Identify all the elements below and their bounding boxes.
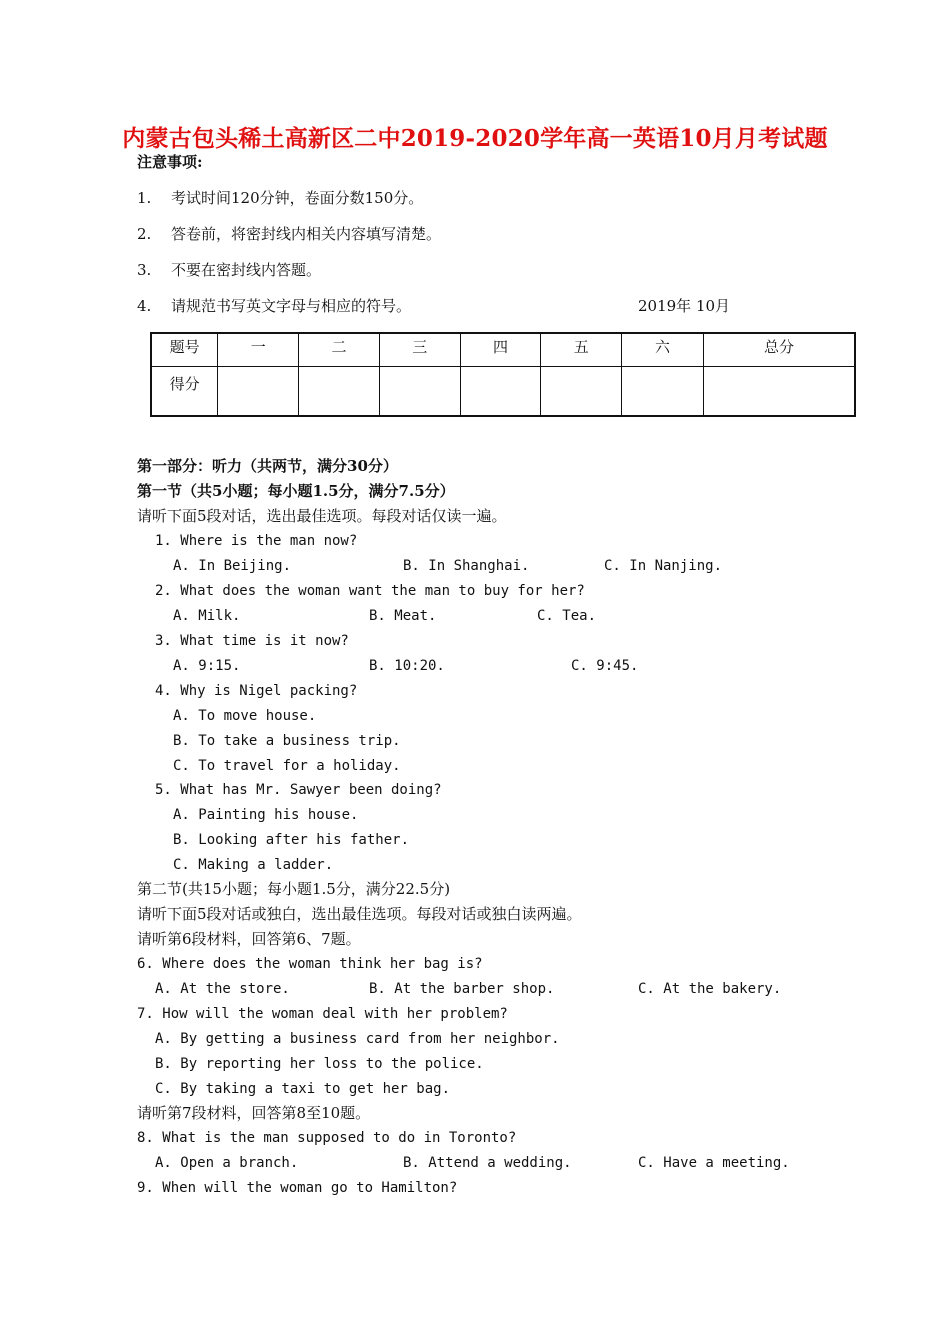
q3-option-c: C. 9:45. [571, 658, 639, 674]
score-cell [299, 367, 380, 417]
question-6: 6. Where does the woman think her bag is? [137, 956, 483, 972]
score-table-header-cell: 四 [460, 333, 541, 367]
question-2: 2. What does the woman want the man to buy for her? [155, 583, 585, 599]
notice-item-4: 请规范书写英文字母与相应的符号。 [171, 297, 412, 315]
section1-instruction: 请听下面5段对话，选出最佳选项。每段对话仅读一遍。 [137, 507, 507, 525]
q4-option-b: B. To take a business trip. [173, 733, 401, 749]
section2-heading: 第二节(共15小题；每小题1.5分，满分22.5分) [137, 880, 451, 898]
q6-option-b: B. At the barber shop. [369, 981, 555, 997]
score-table [150, 332, 856, 417]
material-7-instruction: 请听第7段材料，回答第8至10题。 [137, 1104, 371, 1122]
q6-option-a: A. At the store. [155, 981, 290, 997]
score-table-score-row [151, 367, 855, 417]
q1-option-c: C. In Nanjing. [604, 558, 723, 574]
q8-option-a: A. Open a branch. [155, 1155, 299, 1171]
notice-item-2-number: 2. [137, 225, 152, 243]
question-8: 8. What is the man supposed to do in Toronto? [137, 1130, 517, 1146]
q8-option-b: B. Attend a wedding. [403, 1155, 572, 1171]
score-cell [218, 367, 299, 417]
q3-option-a: A. 9:15. [173, 658, 241, 674]
score-cell [460, 367, 541, 417]
score-table-header-cell: 三 [379, 333, 460, 367]
score-table-header-cell: 六 [622, 333, 704, 367]
question-5: 5. What has Mr. Sawyer been doing? [155, 782, 442, 798]
notice-item-3-number: 3. [137, 261, 152, 279]
q7-option-a: A. By getting a business card from her neighbor. [155, 1031, 560, 1047]
section2-instruction: 请听下面5段对话或独白，选出最佳选项。每段对话或独白读两遍。 [137, 905, 582, 923]
score-table-header-cell: 一 [218, 333, 299, 367]
q8-option-c: C. Have a meeting. [638, 1155, 790, 1171]
q4-option-a: A. To move house. [173, 708, 317, 724]
q7-option-c: C. By taking a taxi to get her bag. [155, 1081, 451, 1097]
q6-option-c: C. At the bakery. [638, 981, 782, 997]
exam-date: 2019年 10月 [638, 297, 731, 315]
q2-option-c: C. Tea. [537, 608, 597, 624]
q1-option-a: A. In Beijing. [173, 558, 292, 574]
notice-item-1-number: 1. [137, 189, 152, 207]
section1-heading: 第一节（共5小题；每小题1.5分，满分7.5分） [137, 482, 455, 500]
score-table-header-row [151, 333, 855, 367]
score-row-label: 得分 [151, 367, 218, 417]
part1-heading: 第一部分：听力（共两节，满分30分） [137, 457, 398, 475]
question-7: 7. How will the woman deal with her problem? [137, 1006, 508, 1022]
q5-option-c: C. Making a ladder. [173, 857, 334, 873]
score-table-header-cell: 总分 [703, 333, 855, 367]
page-title: 内蒙古包头稀土高新区二中2019-2020学年高一英语10月月考试题 [122, 125, 828, 152]
q5-option-b: B. Looking after his father. [173, 832, 410, 848]
q2-option-a: A. Milk. [173, 608, 241, 624]
q7-option-b: B. By reporting her loss to the police. [155, 1056, 484, 1072]
notice-item-1: 考试时间120分钟，卷面分数150分。 [171, 189, 424, 207]
q4-option-c: C. To travel for a holiday. [173, 758, 401, 774]
question-4: 4. Why is Nigel packing? [155, 683, 358, 699]
score-table-header-cell: 二 [299, 333, 380, 367]
score-cell [379, 367, 460, 417]
q5-option-a: A. Painting his house. [173, 807, 359, 823]
score-cell [541, 367, 622, 417]
q1-option-b: B. In Shanghai. [403, 558, 530, 574]
notice-item-3: 不要在密封线内答题。 [171, 261, 322, 279]
score-cell [703, 367, 855, 417]
score-table-header-cell: 五 [541, 333, 622, 367]
q2-option-b: B. Meat. [369, 608, 437, 624]
question-9: 9. When will the woman go to Hamilton? [137, 1180, 458, 1196]
notice-heading: 注意事项: [137, 153, 203, 171]
question-1: 1. Where is the man now? [155, 533, 358, 549]
score-cell [622, 367, 704, 417]
question-3: 3. What time is it now? [155, 633, 349, 649]
q3-option-b: B. 10:20. [369, 658, 445, 674]
notice-item-2: 答卷前，将密封线内相关内容填写清楚。 [171, 225, 442, 243]
score-table-header-cell: 题号 [151, 333, 218, 367]
material-6-instruction: 请听第6段材料，回答第6、7题。 [137, 930, 361, 948]
notice-item-4-number: 4. [137, 297, 152, 315]
